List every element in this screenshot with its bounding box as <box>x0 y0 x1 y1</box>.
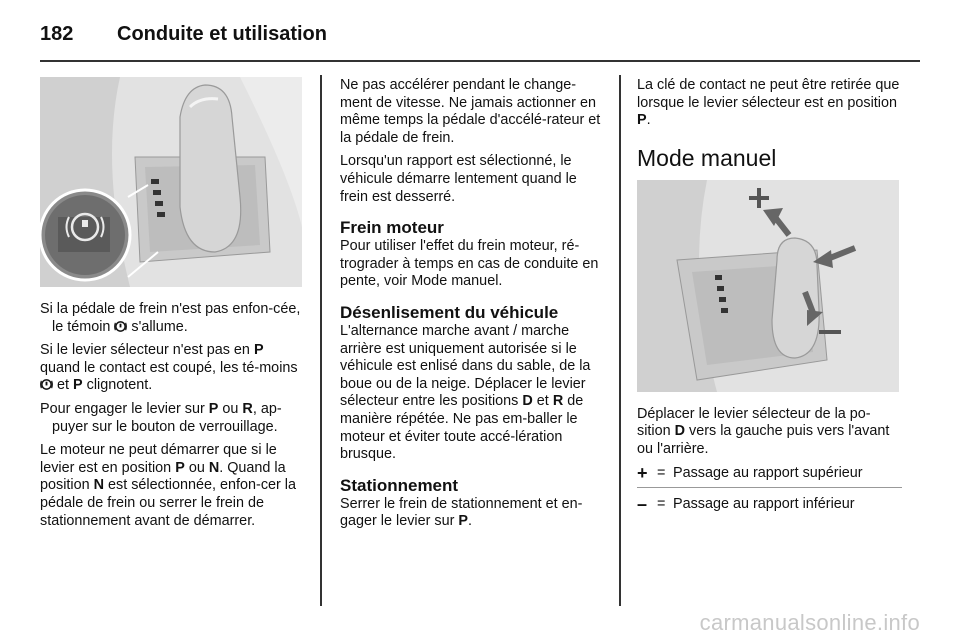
column-2 <box>340 77 605 537</box>
plus-icon: + <box>637 462 648 483</box>
gear-letter: N <box>93 477 105 494</box>
page-number: 182 <box>40 22 74 45</box>
text: . <box>468 513 472 530</box>
text: de manière répétée. Ne pas em-baller le moteur et éviter toute accé-lération brusque. <box>340 393 584 463</box>
paragraph: Ne pas accélérer pendant le change-ment de vitesse. Ne jamais actionner en même temps la pédale d'accélé-rateur et la pédale de frein. <box>340 77 601 146</box>
text: vers la gauche puis vers l'avant ou l'arrière. <box>637 423 890 457</box>
gear-letter: D <box>674 423 686 440</box>
brake-pedal-warning-icon <box>40 378 53 391</box>
paragraph <box>40 401 302 436</box>
column-3 <box>637 77 902 514</box>
gear-shift-illustration <box>40 77 302 287</box>
chapter-title: Conduite et utilisation <box>117 22 327 45</box>
text: ou <box>188 459 205 476</box>
paragraph <box>637 77 902 130</box>
text: et <box>57 377 70 394</box>
paragraph <box>637 406 902 459</box>
row-text: Passage au rapport inférieur <box>673 496 855 513</box>
gear-letter: P <box>253 342 264 359</box>
text: . <box>646 112 651 129</box>
text: Déplacer le levier sélecteur de la po-sition <box>637 405 871 440</box>
text: et <box>536 393 549 410</box>
paragraph <box>40 301 302 336</box>
paragraph <box>40 342 302 395</box>
text: Serrer le frein de stationnement et en-gager le levier sur <box>340 495 583 530</box>
text: Pour engager le levier sur <box>40 400 205 417</box>
row-text: Passage au rapport supérieur <box>673 464 863 481</box>
shift-up-row <box>637 462 902 483</box>
text: L'alternance marche avant / marche arrière est uniquement autorisée si le véhicule est enlisé dans du sable, de la boue ou de la neige. Déplacer le levier sélecteur entre les positions <box>340 322 591 410</box>
header-rule <box>40 60 920 62</box>
paragraph <box>340 496 605 531</box>
text: . Quand la position <box>40 459 286 494</box>
section-heading: Stationnement <box>340 475 459 495</box>
brake-pedal-warning-icon <box>114 320 127 333</box>
gear-letter: P <box>208 400 219 417</box>
paragraph: Pour utiliser l'effet du frein moteur, ré-trograder à temps en cas de conduite en pente, voir Mode manuel. <box>340 238 599 290</box>
gear-letter: D <box>522 393 533 410</box>
text: ou <box>222 400 239 417</box>
text: , ap-puyer sur le bouton de verrouillage. <box>52 400 282 435</box>
column-divider <box>320 75 322 606</box>
text: La clé de contact ne peut être retirée que lorsque le levier sélecteur est en position <box>637 77 900 111</box>
section-heading: Désenlisement du véhicule <box>340 302 559 322</box>
text: quand le contact est coupé, les té-moins <box>40 359 298 376</box>
text: Si le levier sélecteur n'est pas en <box>40 342 250 359</box>
paragraph: Lorsqu'un rapport est sélectionné, le véhicule démarre lentement quand le frein est desserré. <box>340 153 577 205</box>
text: clignotent. <box>86 377 153 394</box>
shift-down-row <box>637 496 902 514</box>
text: s'allume. <box>131 318 188 335</box>
gear-letter: R <box>242 400 253 417</box>
manual-mode-illustration <box>637 180 899 392</box>
minus-icon: – <box>637 494 648 515</box>
text: Si la pédale de frein n'est pas enfon-cée, le témoin <box>40 301 301 335</box>
paragraph <box>340 323 605 464</box>
gear-letter: P <box>73 377 83 394</box>
watermark: carmanualsonline.info <box>699 610 920 635</box>
column-divider <box>619 75 621 606</box>
gear-letter: R <box>552 393 564 410</box>
row-divider <box>637 487 902 488</box>
text: est sélectionnée, enfon-cer la pédale de frein ou serrer le frein de stationnement avant de démarrer. <box>40 477 297 529</box>
equals-sign: = <box>657 464 666 481</box>
column-1 <box>40 77 302 536</box>
equals-sign: = <box>657 496 666 513</box>
page-header <box>40 14 327 54</box>
gear-letter: P <box>637 112 647 129</box>
section-heading: Frein moteur <box>340 218 444 238</box>
gear-letter: P <box>458 513 468 530</box>
paragraph <box>40 442 302 530</box>
text: Le moteur ne peut démarrer que si le levier est en position <box>40 442 277 476</box>
gear-letter: N <box>208 459 220 476</box>
gear-letter: P <box>175 459 185 476</box>
section-title: Mode manuel <box>637 144 777 171</box>
